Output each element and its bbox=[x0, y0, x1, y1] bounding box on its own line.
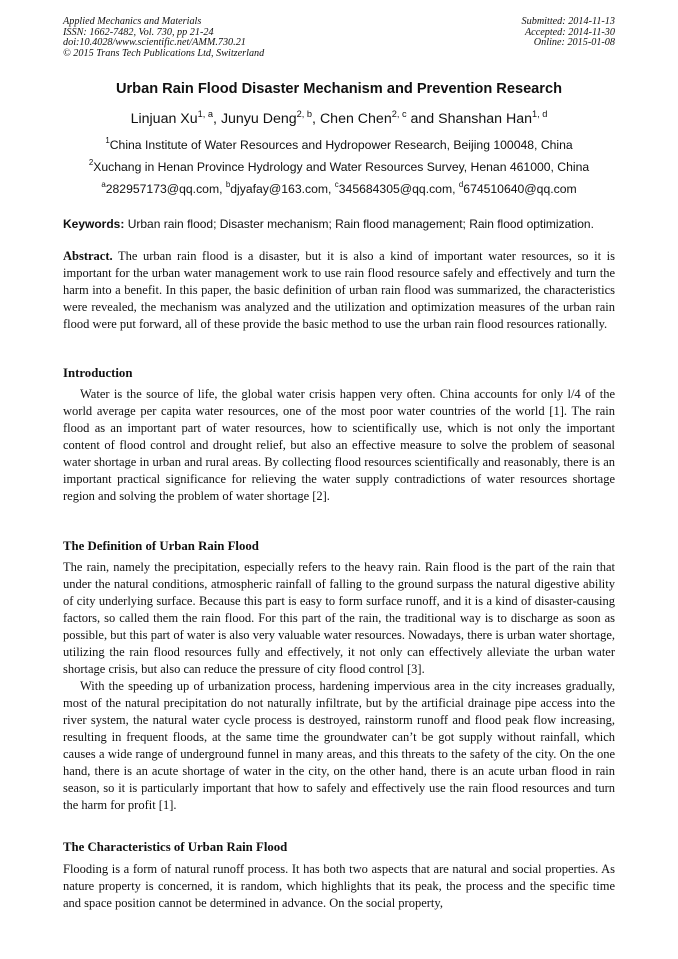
author-affil-mark: 1, a bbox=[197, 109, 214, 119]
email-address: djyafay@163.com bbox=[230, 182, 329, 196]
paragraph: Flooding is a form of natural runoff process. It has both two aspects that are natural and social properties. As nature property is concerned, it is random, which highlights that its peak, the process and the specific time and space position cannot be determined in advance. On the social property, bbox=[63, 862, 615, 910]
section-heading: The Definition of Urban Rain Flood bbox=[63, 539, 259, 553]
section-heading: The Characteristics of Urban Rain Flood bbox=[63, 840, 288, 854]
email-separator: , bbox=[452, 182, 459, 196]
affiliation-text: China Institute of Water Resources and Hydropower Research, Beijing 100048, China bbox=[109, 138, 573, 152]
author-affil-mark: 1, d bbox=[532, 109, 548, 119]
section-heading: Introduction bbox=[63, 366, 133, 380]
section-body bbox=[63, 861, 615, 912]
publication-dates bbox=[522, 17, 615, 49]
email-address: 674510640@qq.com bbox=[463, 182, 577, 196]
keywords-label: Keywords: bbox=[63, 217, 125, 231]
abstract-label: Abstract. bbox=[63, 249, 113, 263]
paper-title: Urban Rain Flood Disaster Mechanism and Prevention Research bbox=[115, 81, 563, 97]
keywords-text: Urban rain flood; Disaster mechanism; Rain flood management; Rain flood optimization. bbox=[127, 217, 594, 231]
author-affil-mark: 2, c bbox=[391, 109, 407, 119]
affiliation-text: Xuchang in Henan Province Hydrology and Water Resources Survey, Henan 461000, China bbox=[93, 160, 590, 174]
email-list bbox=[0, 182, 678, 196]
paragraph: Water is the source of life, the global water crisis happen very often. China accounts for only l/4 of the world average per capita water resources, one of the most poor water countries of the world [1]. The rain flood as an important part of water resources, how to scientifically use, which is not only the important content of flood control and drought relief, but also an effective measure to solve the problem of seasonal water shortage in urban and rural areas. By collecting flood resources scientifically and reasonably, there is an important practical significance for relieving the water supply contradictions of water resources shortage region and solving the problem of water shortage [2]. bbox=[63, 387, 615, 503]
abstract-text: The urban rain flood is a disaster, but it is also a kind of important water resources, so it is important for the urban water management work to use rain flood resource safely and effectively and turn the harm into a benefit. In this paper, the basic definition of urban rain flood was summarized, the characteristics were revealed, the mechanism was analyzed and the utilization and optimization measures of the urban rain flood were put forward, all of these provide the basic method to use the urban rain flood resources rationally. bbox=[63, 249, 615, 331]
email-address: 282957173@qq.com bbox=[105, 182, 220, 196]
paragraph: With the speeding up of urbanization process, hardening impervious area in the city increases gradually, most of the natural precipitation do not naturally infiltrate, but by the artificial drainage pipe access into the river system, the natural water cycle process is destroyed, rainstorm runoff and flood peak flow increasing, resulting in frequent floods, at the same time the groundwater can’t be got supply without rainfall, which causes a wide range of underground funnel in many areas, and this threats to the safety of the city. On the one hand, there is an acute shortage of water in the city, on the other hand, there is an acute urban flood in rain season, so it is particularly important that how to safely and effectively use the rain flood resources and turn the harm for profit [1]. bbox=[63, 679, 615, 812]
section-body bbox=[63, 386, 615, 505]
author-name: Shanshan Han bbox=[438, 111, 533, 127]
journal-name: Applied Mechanics and Materials bbox=[63, 16, 202, 27]
accepted-date: Accepted: 2014-11-30 bbox=[524, 26, 615, 38]
paragraph: The rain, namely the precipitation, especially refers to the heavy rain. Rain flood is the part of the rain that under the natural conditions, atmospheric rainfall of falling to the ground surpass the natural digestive ability of city underlying surface. Because this part is easy to form surface runoff, and it is a kind of disaster-causing factors, so called them the rain flood. For this part of the rain, the traditional way is to discharge as soon as possible, but this part of water is also very valuable water resources. Nowadays, there is urban water shortage, utilizing the rain flood resources fully and effectively, it not only can effectively alleviate the urban water shortage crisis, but also can reduce the pressure of city flood control [3]. bbox=[63, 560, 615, 676]
doi: doi:10.4028/www.scientific.net/AMM.730.21 bbox=[63, 37, 246, 49]
online-date: Online: 2015-01-08 bbox=[533, 37, 615, 49]
affiliation-mark: 2 bbox=[88, 158, 94, 167]
abstract bbox=[63, 248, 615, 333]
author-name: Chen Chen bbox=[319, 111, 392, 127]
copyright: © 2015 Trans Tech Publications Ltd, Switzerland bbox=[63, 47, 265, 59]
keywords bbox=[63, 217, 623, 231]
affiliation bbox=[0, 160, 678, 174]
affiliation bbox=[0, 138, 678, 152]
email-separator: , bbox=[328, 182, 335, 196]
email-mark: a bbox=[101, 180, 106, 189]
author-separator: , bbox=[312, 111, 320, 127]
author-affil-mark: 2, b bbox=[296, 109, 313, 119]
journal-info bbox=[63, 17, 264, 59]
email-mark: b bbox=[225, 180, 231, 189]
submitted-date: Submitted: 2014-11-13 bbox=[521, 16, 615, 27]
email-separator: , bbox=[219, 182, 226, 196]
section-body bbox=[63, 559, 615, 814]
email-address: 345684305@qq.com bbox=[338, 182, 453, 196]
author-separator: and bbox=[406, 111, 439, 127]
author-name: Junyu Deng bbox=[220, 111, 297, 127]
email-mark: d bbox=[458, 180, 464, 189]
issn: ISSN: 1662-7482, Vol. 730, pp 21-24 bbox=[63, 26, 214, 38]
author-separator: , bbox=[213, 111, 221, 127]
author-name: Linjuan Xu bbox=[130, 111, 198, 127]
author-list bbox=[0, 111, 678, 127]
email-mark: c bbox=[334, 180, 339, 189]
affiliation-mark: 1 bbox=[105, 136, 110, 145]
